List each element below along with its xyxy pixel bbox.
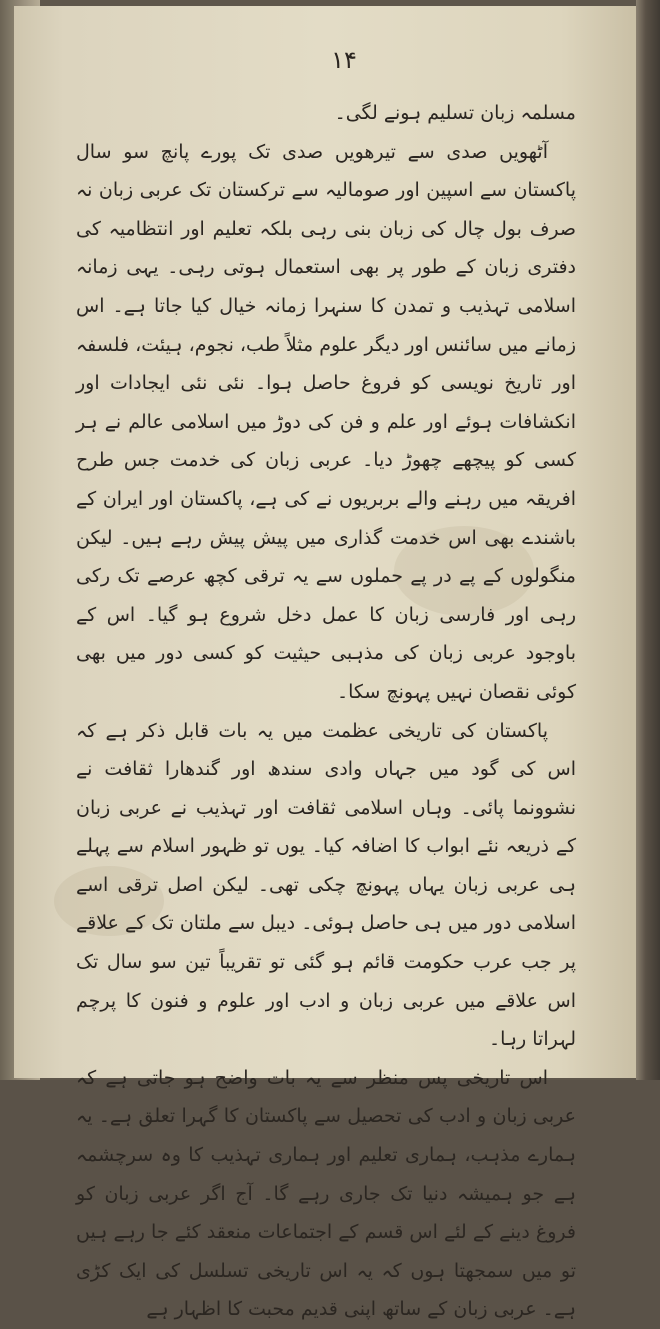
book-page	[14, 6, 639, 1321]
page-number: ۱۴	[331, 46, 357, 74]
paragraph: مسلمہ زبان تسلیم ہونے لگی۔	[334, 102, 576, 124]
body-text	[76, 94, 576, 1329]
page-edge	[636, 0, 660, 1080]
paragraph: پاکستان کی تاریخی عظمت میں یہ بات قابل ذکر ہے کہ اس کی گود میں جہاں وادی سندھ اور گندھارا ثقافت نے نشوونما پائی۔ وہاں اسلامی ثقافت اور تہذیب نے عربی زبان کے ذریعہ نئے ابواب کا اضافہ کیا۔ یوں تو ظہور اسلام سے پہلے ہی عربی زبان یہاں پہونچ چکی تھی۔ لیکن اصل ترقی اسے اسلامی دور میں ہی حاصل ہوئی۔ دیبل سے ملتان تک کے علاقے پر جب عرب حکومت قائم ہو گئی تو تقریباً تین سو سال تک اس علاقے میں عربی زبان و ادب اور علوم و فنون کا پرچم لہراتا رہا۔	[76, 719, 576, 1051]
paragraph: اس تاریخی پس منظر سے یہ بات واضح ہو جاتی ہے کہ عربی زبان و ادب کی تحصیل سے پاکستان کا گہرا تعلق ہے۔ یہ ہمارے مذہب، ہماری تعلیم اور ہماری تہذیب کا وہ سرچشمہ ہے جو ہمیشہ دنیا تک جاری رہے گا۔ آج اگر عربی زبان کو فروغ دینے کے لئے اس قسم کے اجتماعات منعقد کئے جا رہے ہیں تو میں سمجھتا ہوں کہ یہ اس تاریخی تسلسل کی ایک کڑی ہے۔ عربی زبان کے ساتھ اپنی قدیم محبت کا اظہار ہے	[76, 1066, 576, 1321]
paragraph: آٹھویں صدی سے تیرھویں صدی تک پورے پانچ سو سال پاکستان سے اسپین اور صومالیہ سے ترکستان تک عربی زبان نہ صرف بول چال کی زبان بنی رہی بلکہ تعلیم اور انتظامیہ کی دفتری زبان کے طور پر بھی استعمال ہوتی رہی۔ یہی زمانہ اسلامی تہذیب و تمدن کا سنہرا زمانہ خیال کیا جاتا ہے۔ اس زمانے میں سائنس اور دیگر علوم مثلاً طب، نجوم، ہیئت، فلسفہ اور تاریخ نویسی کو فروغ حاصل ہوا۔ نئی نئی ایجادات اور انکشافات ہوئے اور علم و فن کی دوڑ میں اسلامی عالم نے ہر کسی کو پیچھے چھوڑ دیا۔ عربی زبان کی خدمت جس طرح افریقہ میں رہنے والے بربریوں نے کی ہے، پاکستان اور ایران کے باشندے بھی اس خدمت گذاری میں پیش پیش رہے ہیں۔ لیکن منگولوں کے پے در پے حملوں سے یہ ترقی کچھ عرصے تک رکی رہی اور فارسی زبان کا عمل دخل شروع ہو گیا۔ اس کے باوجود عربی زبان کی مذہبی حیثیت کو کسی دور میں بھی کوئی نقصان نہیں پہونچ سکا۔	[76, 140, 576, 703]
